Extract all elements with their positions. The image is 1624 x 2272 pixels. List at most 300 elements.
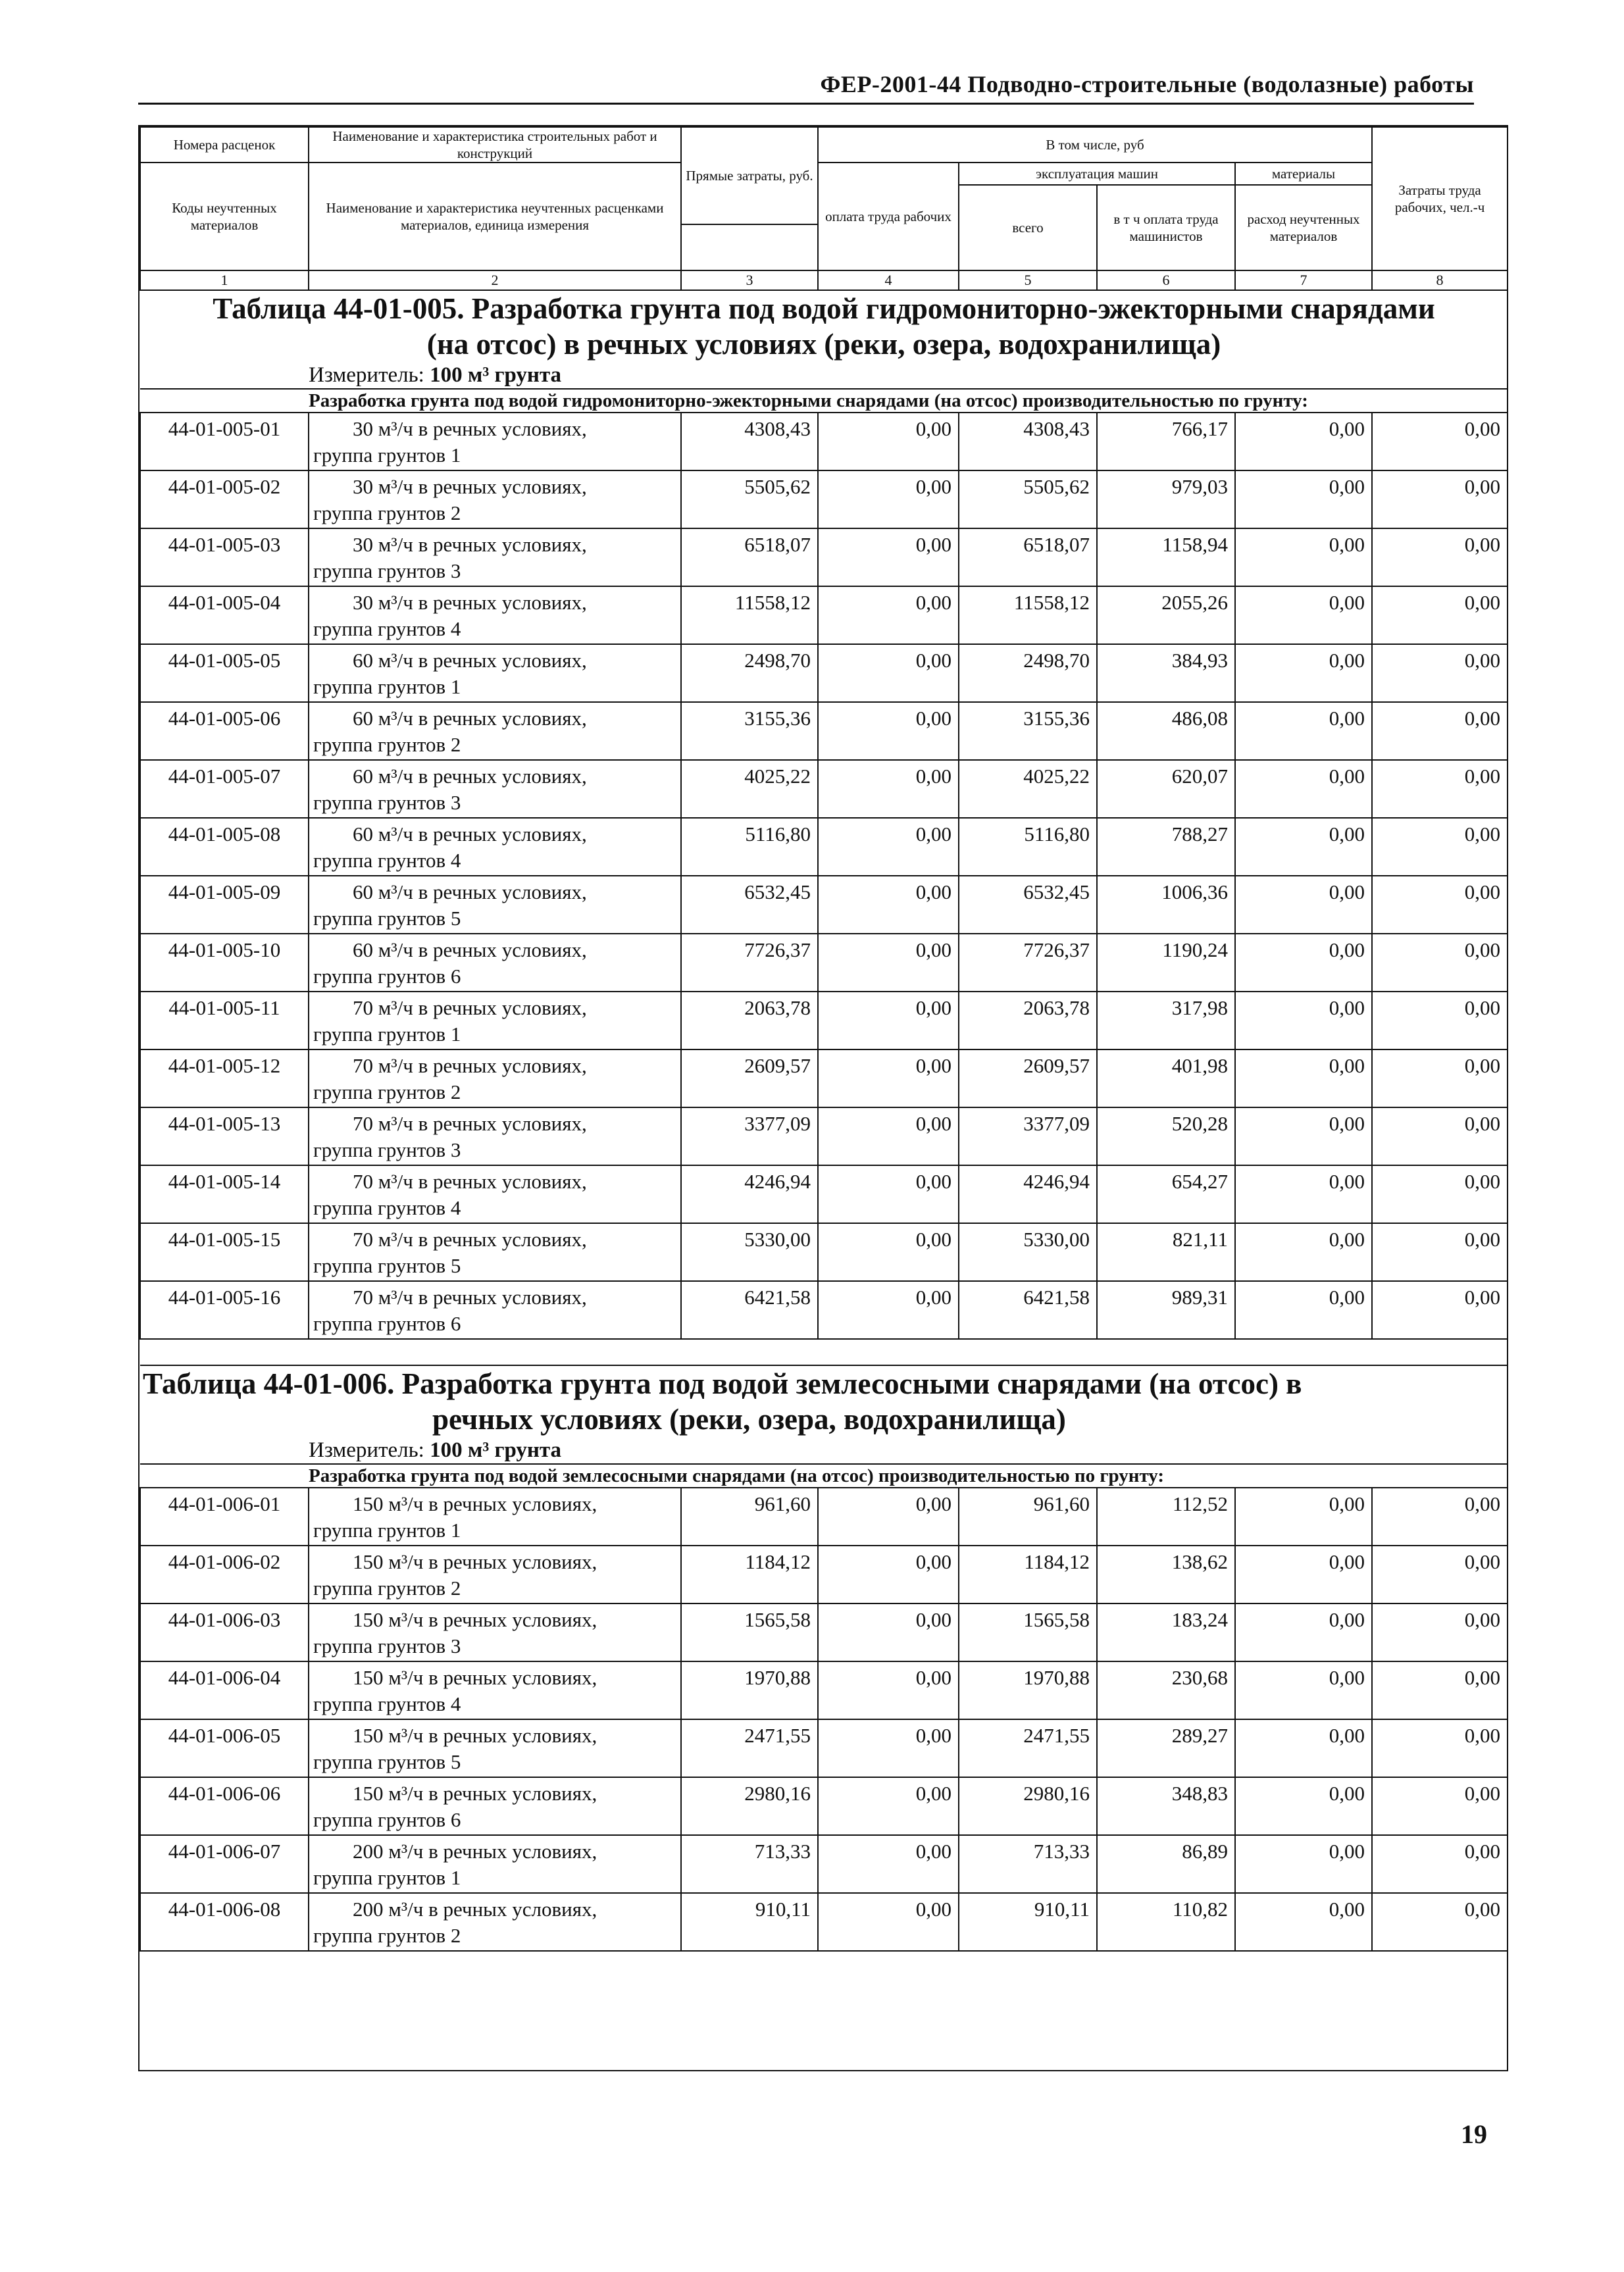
work-description (309, 702, 681, 760)
work-description-line2: группа грунтов 6 (313, 1312, 461, 1335)
operators-pay: 989,31 (1097, 1281, 1235, 1339)
table-row (140, 818, 1508, 876)
materials: 0,00 (1235, 1835, 1372, 1893)
group-heading: Разработка грунта под водой гидромониторно-эжекторными снарядами (на отсос) производительностью по грунту: (309, 389, 1508, 413)
materials: 0,00 (1235, 528, 1372, 586)
table-row (140, 1049, 1508, 1107)
operators-pay: 384,93 (1097, 644, 1235, 702)
table-title-line1: Таблица 44-01-006. Разработка грунта под водой землесосными снарядами (на отсос) в (143, 1367, 1302, 1400)
work-description-line2: группа грунтов 1 (313, 675, 461, 698)
machines-total: 961,60 (959, 1488, 1097, 1546)
rates-table (140, 126, 1508, 1952)
work-description-line1: 60 м³/ч в речных условиях, (353, 938, 587, 961)
operators-pay: 654,27 (1097, 1165, 1235, 1223)
rate-code: 44-01-006-07 (140, 1835, 309, 1893)
worker-pay: 0,00 (818, 528, 959, 586)
work-description-line2: группа грунтов 6 (313, 965, 461, 988)
operators-pay: 86,89 (1097, 1835, 1235, 1893)
materials: 0,00 (1235, 1223, 1372, 1281)
worker-pay: 0,00 (818, 1165, 959, 1223)
work-description-line1: 70 м³/ч в речных условиях, (353, 1054, 587, 1077)
direct-costs: 2063,78 (681, 992, 818, 1049)
col-number: 2 (309, 270, 681, 290)
work-description-line2: группа грунтов 2 (313, 501, 461, 524)
labor-hours: 0,00 (1372, 1603, 1508, 1661)
direct-costs: 1184,12 (681, 1546, 818, 1603)
labor-hours: 0,00 (1372, 1893, 1508, 1951)
meter-label: Измеритель: (309, 363, 430, 387)
worker-pay: 0,00 (818, 934, 959, 992)
materials: 0,00 (1235, 470, 1372, 528)
worker-pay: 0,00 (818, 702, 959, 760)
table-row (140, 1107, 1508, 1165)
rate-code: 44-01-005-03 (140, 528, 309, 586)
machines-total: 2498,70 (959, 644, 1097, 702)
materials: 0,00 (1235, 876, 1372, 934)
table-row (140, 934, 1508, 992)
work-description (309, 1107, 681, 1165)
col-number: 7 (1235, 270, 1372, 290)
rate-code: 44-01-006-01 (140, 1488, 309, 1546)
worker-pay: 0,00 (818, 1661, 959, 1719)
col-header-direct-costs-cont (681, 224, 818, 270)
table-row (140, 992, 1508, 1049)
operators-pay: 110,82 (1097, 1893, 1235, 1951)
direct-costs: 4246,94 (681, 1165, 818, 1223)
worker-pay: 0,00 (818, 470, 959, 528)
direct-costs: 3377,09 (681, 1107, 818, 1165)
work-description-line1: 60 м³/ч в речных условиях, (353, 765, 587, 788)
operators-pay: 788,27 (1097, 818, 1235, 876)
labor-hours: 0,00 (1372, 586, 1508, 644)
operators-pay: 230,68 (1097, 1661, 1235, 1719)
worker-pay: 0,00 (818, 1281, 959, 1339)
labor-hours: 0,00 (1372, 1719, 1508, 1777)
rate-code: 44-01-005-15 (140, 1223, 309, 1281)
rate-code: 44-01-006-08 (140, 1893, 309, 1951)
worker-pay: 0,00 (818, 413, 959, 470)
work-description-line2: группа грунтов 4 (313, 1692, 461, 1715)
operators-pay: 821,11 (1097, 1223, 1235, 1281)
col-header-work-name: Наименование и характеристика строительных работ и конструкций (309, 127, 681, 163)
operators-pay: 348,83 (1097, 1777, 1235, 1835)
work-description-line1: 150 м³/ч в речных условиях, (353, 1782, 597, 1805)
rate-code: 44-01-005-07 (140, 760, 309, 818)
direct-costs: 1970,88 (681, 1661, 818, 1719)
work-description (309, 1835, 681, 1893)
direct-costs: 6421,58 (681, 1281, 818, 1339)
work-description-line2: группа грунтов 4 (313, 617, 461, 640)
machines-total: 7726,37 (959, 934, 1097, 992)
work-description-line2: группа грунтов 1 (313, 1022, 461, 1046)
page-header: ФЕР-2001-44 Подводно-строительные (водолазные) работы (138, 66, 1474, 105)
work-description (309, 1488, 681, 1546)
operators-pay: 520,28 (1097, 1107, 1235, 1165)
table-row (140, 1603, 1508, 1661)
work-description (309, 1893, 681, 1951)
col-number: 8 (1372, 270, 1508, 290)
table-row (140, 586, 1508, 644)
machines-total: 2980,16 (959, 1777, 1097, 1835)
rate-code: 44-01-005-05 (140, 644, 309, 702)
col-header-labor-hours: Затраты труда рабочих, чел.-ч (1372, 127, 1508, 270)
labor-hours: 0,00 (1372, 1777, 1508, 1835)
machines-total: 2609,57 (959, 1049, 1097, 1107)
table-row (140, 1835, 1508, 1893)
col-header-operators-pay: в т ч оплата труда машинистов (1097, 185, 1235, 270)
col-header-material-names: Наименование и характеристика неучтенных расценками материалов, единица измерения (309, 163, 681, 270)
direct-costs: 2498,70 (681, 644, 818, 702)
labor-hours: 0,00 (1372, 760, 1508, 818)
work-description-line2: группа грунтов 2 (313, 1924, 461, 1947)
materials: 0,00 (1235, 1546, 1372, 1603)
operators-pay: 2055,26 (1097, 586, 1235, 644)
worker-pay: 0,00 (818, 1107, 959, 1165)
table-title-line2: речных условиях (реки, озера, водохранилища) (432, 1403, 1066, 1436)
labor-hours: 0,00 (1372, 1546, 1508, 1603)
materials: 0,00 (1235, 1603, 1372, 1661)
work-description (309, 470, 681, 528)
materials: 0,00 (1235, 1165, 1372, 1223)
rate-code: 44-01-005-04 (140, 586, 309, 644)
labor-hours: 0,00 (1372, 413, 1508, 470)
work-description-line1: 30 м³/ч в речных условиях, (353, 417, 587, 440)
work-description-line1: 30 м³/ч в речных условиях, (353, 475, 587, 498)
work-description (309, 1661, 681, 1719)
labor-hours: 0,00 (1372, 528, 1508, 586)
work-description-line2: группа грунтов 6 (313, 1808, 461, 1831)
col-number: 3 (681, 270, 818, 290)
rates-table-frame (138, 125, 1508, 2071)
labor-hours: 0,00 (1372, 1165, 1508, 1223)
materials: 0,00 (1235, 818, 1372, 876)
work-description-line1: 30 м³/ч в речных условиях, (353, 591, 587, 614)
direct-costs: 4025,22 (681, 760, 818, 818)
worker-pay: 0,00 (818, 818, 959, 876)
materials: 0,00 (1235, 1719, 1372, 1777)
table-row (140, 1893, 1508, 1951)
meter (309, 362, 1508, 389)
work-description (309, 586, 681, 644)
col-header-materials: материалы (1235, 163, 1372, 185)
machines-total: 6518,07 (959, 528, 1097, 586)
work-description-line2: группа грунтов 3 (313, 1138, 461, 1161)
table-title-line2: (на отсос) в речных условиях (реки, озера, водохранилища) (426, 328, 1221, 361)
work-description (309, 1603, 681, 1661)
col-header-including: В том числе, руб (818, 127, 1372, 163)
worker-pay: 0,00 (818, 1777, 959, 1835)
table-row (140, 1777, 1508, 1835)
labor-hours: 0,00 (1372, 1049, 1508, 1107)
machines-total: 910,11 (959, 1893, 1097, 1951)
work-description (309, 1281, 681, 1339)
direct-costs: 7726,37 (681, 934, 818, 992)
work-description-line1: 150 м³/ч в речных условиях, (353, 1666, 597, 1689)
work-description-line1: 60 м³/ч в речных условиях, (353, 707, 587, 730)
operators-pay: 112,52 (1097, 1488, 1235, 1546)
col-header-worker-pay: оплата труда рабочих (818, 163, 959, 270)
machines-total: 4025,22 (959, 760, 1097, 818)
rate-code: 44-01-005-14 (140, 1165, 309, 1223)
machines-total: 5330,00 (959, 1223, 1097, 1281)
operators-pay: 1190,24 (1097, 934, 1235, 992)
work-description (309, 528, 681, 586)
materials: 0,00 (1235, 1107, 1372, 1165)
operators-pay: 138,62 (1097, 1546, 1235, 1603)
machines-total: 5505,62 (959, 470, 1097, 528)
machines-total: 1184,12 (959, 1546, 1097, 1603)
work-description (309, 644, 681, 702)
direct-costs: 2471,55 (681, 1719, 818, 1777)
work-description-line2: группа грунтов 4 (313, 1196, 461, 1219)
meter-value: 100 м³ грунта (430, 363, 562, 387)
table-row (140, 644, 1508, 702)
rate-code: 44-01-005-02 (140, 470, 309, 528)
work-description-line1: 150 м³/ч в речных условиях, (353, 1492, 597, 1515)
machines-total: 11558,12 (959, 586, 1097, 644)
work-description-line2: группа грунтов 3 (313, 1634, 461, 1657)
work-description (309, 760, 681, 818)
materials: 0,00 (1235, 1893, 1372, 1951)
table-row (140, 702, 1508, 760)
col-header-rate-numbers: Номера расценок (140, 127, 309, 163)
direct-costs: 11558,12 (681, 586, 818, 644)
materials: 0,00 (1235, 934, 1372, 992)
work-description-line2: группа грунтов 2 (313, 733, 461, 756)
machines-total: 2471,55 (959, 1719, 1097, 1777)
worker-pay: 0,00 (818, 1835, 959, 1893)
table-row (140, 413, 1508, 470)
operators-pay: 979,03 (1097, 470, 1235, 528)
labor-hours: 0,00 (1372, 1281, 1508, 1339)
machines-total: 4246,94 (959, 1165, 1097, 1223)
operators-pay: 1006,36 (1097, 876, 1235, 934)
rate-code: 44-01-006-04 (140, 1661, 309, 1719)
work-description-line1: 200 м³/ч в речных условиях, (353, 1840, 597, 1863)
rate-code: 44-01-005-16 (140, 1281, 309, 1339)
worker-pay: 0,00 (818, 1546, 959, 1603)
direct-costs: 713,33 (681, 1835, 818, 1893)
materials: 0,00 (1235, 702, 1372, 760)
table-row (140, 1223, 1508, 1281)
work-description (309, 876, 681, 934)
rate-code: 44-01-006-02 (140, 1546, 309, 1603)
work-description (309, 1165, 681, 1223)
work-description-line1: 70 м³/ч в речных условиях, (353, 996, 587, 1019)
direct-costs: 961,60 (681, 1488, 818, 1546)
col-number: 5 (959, 270, 1097, 290)
work-description-line2: группа грунтов 2 (313, 1577, 461, 1600)
materials: 0,00 (1235, 1777, 1372, 1835)
work-description-line1: 150 м³/ч в речных условиях, (353, 1608, 597, 1631)
labor-hours: 0,00 (1372, 1661, 1508, 1719)
materials: 0,00 (1235, 1049, 1372, 1107)
labor-hours: 0,00 (1372, 470, 1508, 528)
operators-pay: 620,07 (1097, 760, 1235, 818)
materials: 0,00 (1235, 1661, 1372, 1719)
group-heading: Разработка грунта под водой землесосными снарядами (на отсос) производительностью по грунту: (309, 1464, 1508, 1488)
worker-pay: 0,00 (818, 1049, 959, 1107)
materials: 0,00 (1235, 413, 1372, 470)
work-description-line1: 60 м³/ч в речных условиях, (353, 649, 587, 672)
meter (309, 1437, 1508, 1464)
section-divider (140, 1339, 1508, 1365)
worker-pay: 0,00 (818, 1719, 959, 1777)
col-header-machines: эксплуатация машин (959, 163, 1235, 185)
table-row (140, 1488, 1508, 1546)
machines-total: 1565,58 (959, 1603, 1097, 1661)
machines-total: 2063,78 (959, 992, 1097, 1049)
rate-code: 44-01-006-05 (140, 1719, 309, 1777)
operators-pay: 766,17 (1097, 413, 1235, 470)
labor-hours: 0,00 (1372, 702, 1508, 760)
machines-total: 3377,09 (959, 1107, 1097, 1165)
direct-costs: 5330,00 (681, 1223, 818, 1281)
work-description-line1: 70 м³/ч в речных условиях, (353, 1228, 587, 1251)
direct-costs: 5116,80 (681, 818, 818, 876)
section-gap (140, 1339, 1508, 1365)
direct-costs: 5505,62 (681, 470, 818, 528)
col-header-direct-costs: Прямые затраты, руб. (681, 127, 818, 224)
machines-total: 3155,36 (959, 702, 1097, 760)
rate-code: 44-01-005-06 (140, 702, 309, 760)
labor-hours: 0,00 (1372, 992, 1508, 1049)
work-description (309, 1777, 681, 1835)
table-row (140, 760, 1508, 818)
materials: 0,00 (1235, 1488, 1372, 1546)
materials: 0,00 (1235, 586, 1372, 644)
page-number: 19 (1461, 2119, 1487, 2149)
worker-pay: 0,00 (818, 1893, 959, 1951)
work-description (309, 1223, 681, 1281)
table-row (140, 1165, 1508, 1223)
work-description-line1: 60 м³/ч в речных условиях, (353, 822, 587, 846)
work-description (309, 818, 681, 876)
table-row (140, 1719, 1508, 1777)
table-44-01-006 (140, 1365, 1508, 1951)
worker-pay: 0,00 (818, 992, 959, 1049)
group-spacer (140, 389, 309, 413)
worker-pay: 0,00 (818, 586, 959, 644)
operators-pay: 1158,94 (1097, 528, 1235, 586)
worker-pay: 0,00 (818, 644, 959, 702)
table-title (140, 290, 1508, 362)
table-row (140, 470, 1508, 528)
rate-code: 44-01-005-10 (140, 934, 309, 992)
meter-spacer (140, 362, 309, 389)
direct-costs: 6532,45 (681, 876, 818, 934)
machines-total: 5116,80 (959, 818, 1097, 876)
meter-value: 100 м³ грунта (430, 1438, 562, 1462)
direct-costs: 4308,43 (681, 413, 818, 470)
work-description-line1: 70 м³/ч в речных условиях, (353, 1112, 587, 1135)
worker-pay: 0,00 (818, 760, 959, 818)
direct-costs: 6518,07 (681, 528, 818, 586)
table-title (140, 1365, 1508, 1437)
labor-hours: 0,00 (1372, 818, 1508, 876)
table-44-01-005 (140, 290, 1508, 1365)
materials: 0,00 (1235, 760, 1372, 818)
work-description-line1: 150 м³/ч в речных условиях, (353, 1724, 597, 1747)
machines-total: 713,33 (959, 1835, 1097, 1893)
rate-code: 44-01-005-01 (140, 413, 309, 470)
work-description (309, 1719, 681, 1777)
work-description-line1: 200 м³/ч в речных условиях, (353, 1898, 597, 1921)
work-description-line2: группа грунтов 1 (313, 443, 461, 467)
work-description-line1: 150 м³/ч в речных условиях, (353, 1550, 597, 1573)
labor-hours: 0,00 (1372, 876, 1508, 934)
rate-code: 44-01-005-09 (140, 876, 309, 934)
operators-pay: 289,27 (1097, 1719, 1235, 1777)
work-description-line1: 70 м³/ч в речных условиях, (353, 1286, 587, 1309)
col-header-machines-total: всего (959, 185, 1097, 270)
worker-pay: 0,00 (818, 876, 959, 934)
table-row (140, 1546, 1508, 1603)
work-description-line2: группа грунтов 1 (313, 1519, 461, 1542)
direct-costs: 1565,58 (681, 1603, 818, 1661)
col-header-material-usage: расход неучтенных материалов (1235, 185, 1372, 270)
work-description-line1: 70 м³/ч в речных условиях, (353, 1170, 587, 1193)
work-description-line2: группа грунтов 5 (313, 907, 461, 930)
labor-hours: 0,00 (1372, 644, 1508, 702)
work-description-line2: группа грунтов 4 (313, 849, 461, 872)
group-spacer (140, 1464, 309, 1488)
work-description-line1: 30 м³/ч в речных условиях, (353, 533, 587, 556)
operators-pay: 486,08 (1097, 702, 1235, 760)
table-row (140, 528, 1508, 586)
machines-total: 6421,58 (959, 1281, 1097, 1339)
meter-spacer (140, 1437, 309, 1464)
meter-label: Измеритель: (309, 1438, 430, 1462)
work-description-line1: 60 м³/ч в речных условиях, (353, 880, 587, 903)
col-number: 4 (818, 270, 959, 290)
labor-hours: 0,00 (1372, 934, 1508, 992)
labor-hours: 0,00 (1372, 1107, 1508, 1165)
table-row (140, 1281, 1508, 1339)
work-description-line2: группа грунтов 5 (313, 1750, 461, 1773)
labor-hours: 0,00 (1372, 1835, 1508, 1893)
labor-hours: 0,00 (1372, 1223, 1508, 1281)
worker-pay: 0,00 (818, 1488, 959, 1546)
labor-hours: 0,00 (1372, 1488, 1508, 1546)
work-description (309, 1546, 681, 1603)
work-description-line2: группа грунтов 3 (313, 559, 461, 582)
materials: 0,00 (1235, 1281, 1372, 1339)
machines-total: 6532,45 (959, 876, 1097, 934)
rate-code: 44-01-005-13 (140, 1107, 309, 1165)
col-header-material-codes: Коды неучтенных материалов (140, 163, 309, 270)
rate-code: 44-01-006-03 (140, 1603, 309, 1661)
direct-costs: 3155,36 (681, 702, 818, 760)
operators-pay: 317,98 (1097, 992, 1235, 1049)
work-description (309, 1049, 681, 1107)
work-description (309, 413, 681, 470)
machines-total: 4308,43 (959, 413, 1097, 470)
work-description-line2: группа грунтов 1 (313, 1866, 461, 1889)
direct-costs: 2609,57 (681, 1049, 818, 1107)
materials: 0,00 (1235, 992, 1372, 1049)
worker-pay: 0,00 (818, 1603, 959, 1661)
table-row (140, 876, 1508, 934)
work-description-line2: группа грунтов 3 (313, 791, 461, 814)
col-number: 6 (1097, 270, 1235, 290)
rate-code: 44-01-005-08 (140, 818, 309, 876)
operators-pay: 401,98 (1097, 1049, 1235, 1107)
work-description-line2: группа грунтов 5 (313, 1254, 461, 1277)
operators-pay: 183,24 (1097, 1603, 1235, 1661)
col-number: 1 (140, 270, 309, 290)
table-row (140, 1661, 1508, 1719)
